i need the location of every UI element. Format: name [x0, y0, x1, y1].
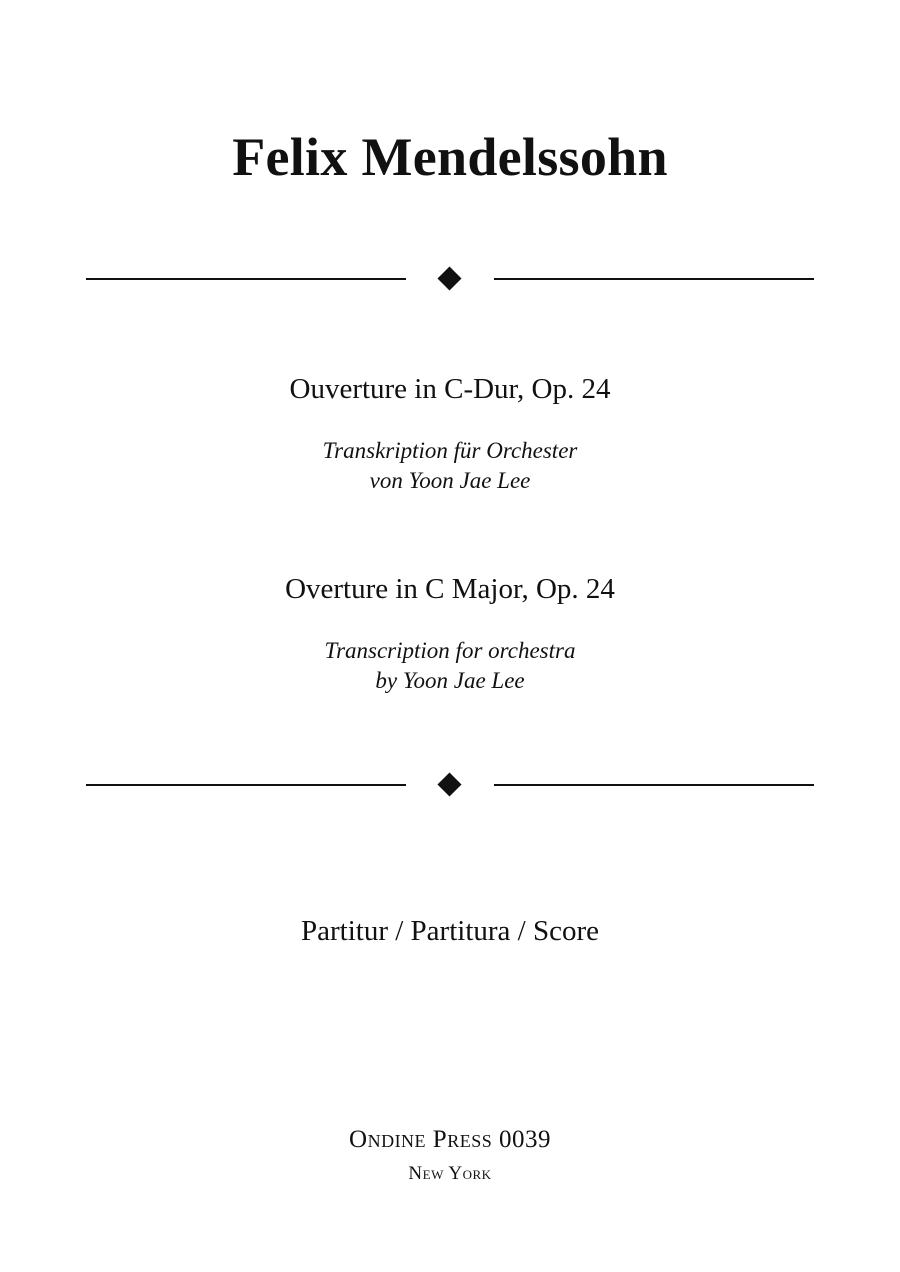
top-divider [0, 264, 900, 294]
divider-rule-right [494, 278, 814, 280]
diamond-ornament-icon [437, 266, 461, 290]
diamond-ornament-icon [437, 772, 461, 796]
divider-rule-left [86, 784, 406, 786]
bottom-divider [0, 770, 900, 800]
english-title: Overture in C Major, Op. 24 [285, 573, 615, 605]
publisher-city: New York [408, 1163, 492, 1184]
english-credit-line-2: by Yoon Jae Lee [375, 668, 525, 693]
publisher-name: Ondine Press 0039 [349, 1126, 551, 1153]
german-title: Ouverture in C-Dur, Op. 24 [289, 373, 611, 405]
english-credit-line-1: Transcription for orchestra [324, 638, 576, 663]
composer-name: Felix Mendelssohn [232, 127, 668, 187]
score-type: Partitur / Partitura / Score [301, 915, 599, 947]
divider-rule-left [86, 278, 406, 280]
german-credit-line-1: Transkription für Orchester [322, 438, 578, 463]
german-credit-line-2: von Yoon Jae Lee [369, 468, 531, 493]
divider-rule-right [494, 784, 814, 786]
